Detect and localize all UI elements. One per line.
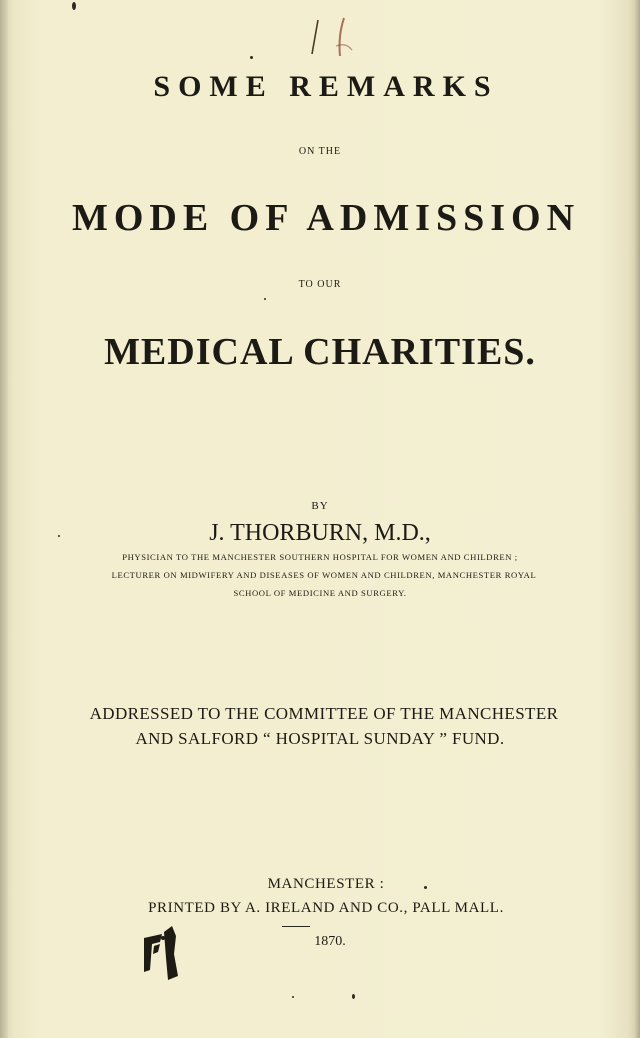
paper-speck [250,56,253,59]
paper-speck [72,2,76,10]
author-credential-line: SCHOOL OF MEDICINE AND SURGERY. [233,588,407,598]
imprint-rule [282,926,310,927]
author-credential-line: PHYSICIAN TO THE MANCHESTER SOUTHERN HOSPITAL FOR WOMEN AND CHILDREN ; [122,552,518,562]
title-connector-on-the: ON THE [298,146,342,157]
imprint-printer: PRINTED BY A. IRELAND AND CO., PALL MALL. [148,900,504,916]
author-name: J. THORBURN, M.D., [209,520,431,546]
dedication-line: AND SALFORD “ HOSPITAL SUNDAY ” FUND. [135,729,505,748]
imprint-city: MANCHESTER : [267,876,385,892]
paper-speck [58,535,60,537]
handwritten-mark-icon [306,16,376,64]
title-line-mode-of-admission: MODE OF ADMISSION [71,197,581,239]
byline-label: BY [311,500,329,512]
paper-speck [292,996,294,998]
paper-speck [264,298,266,300]
paper-speck [424,886,427,889]
dedication-line: ADDRESSED TO THE COMMITTEE OF THE MANCHESTER [89,704,559,723]
paper-speck [352,994,355,999]
author-credential-line: LECTURER ON MIDWIFERY AND DISEASES OF WOMEN AND CHILDREN, MANCHESTER ROYAL [111,570,537,580]
title-connector-to-our: TO OUR [298,279,342,290]
printer-device-icon [138,924,198,984]
title-line-some-remarks: SOME REMARKS [153,70,499,103]
imprint-year: 1870. [314,934,346,949]
title-line-medical-charities: MEDICAL CHARITIES. [104,331,536,373]
